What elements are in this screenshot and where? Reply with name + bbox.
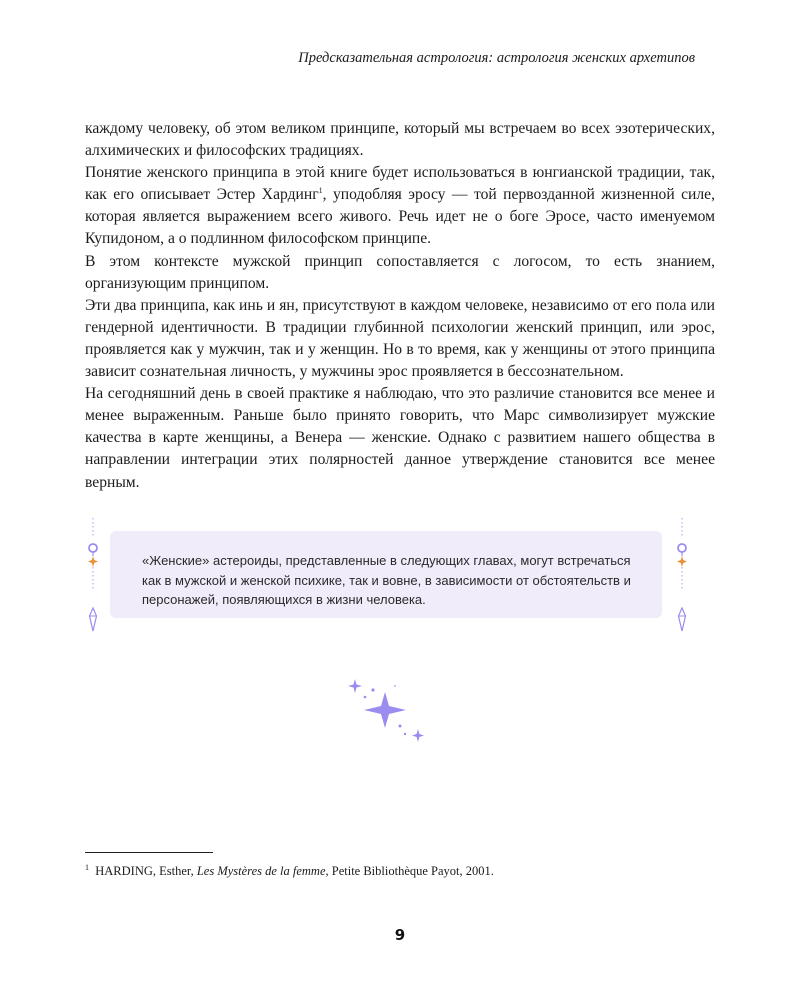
paragraph-3: В этом контексте мужской принцип сопоставляется с логосом, то есть знанием, организующим принципом.: [85, 252, 715, 292]
paragraph-5: На сегодняшний день в своей практике я наблюдаю, что это различие становится все менее и менее выраженным. Раньше было принято говорить, что Марс символизирует мужские качества в карте женщины, а Венера — женские. Однако с развитием нашего общества в направлении интеграции этих полярностей данное утверждение становится все менее верным.: [85, 385, 715, 491]
running-header: Предсказательная астрология: астрология женских архетипов: [298, 50, 695, 66]
sparkle-stars-icon: [342, 676, 432, 748]
paragraph-2-part-1: Понятие женского принципа в этой книге будет использоваться в юнгианской традиции, так, как его описывает Эстер Хардинг: [85, 164, 715, 204]
paragraph-1: каждому человеку, об этом великом принципе, который мы встречаем во всех эзотерических, алхимических и философских традициях.: [85, 120, 715, 160]
footnote: [85, 864, 494, 879]
callout-box: [110, 531, 662, 618]
moon-star-pendant-icon: [671, 518, 693, 636]
body-text: [85, 118, 715, 494]
footnote-title: Les Mystères de la femme: [196, 864, 326, 878]
paragraph-2: [85, 162, 715, 250]
moon-star-pendant-icon: [82, 518, 104, 636]
callout-text: «Женские» астероиды, представленные в следующих главах, могут встречаться как в мужской и женской психике, так и вовне, в зависимости от обстоятельств и персонажей, появляющихся в жизни человека.: [142, 553, 631, 607]
footnote-publisher: , Petite Bibliothèque Payot, 2001.: [325, 864, 494, 878]
paragraph-2-part-2: , уподобляя эросу — той первозданной жизненной силе, которая является выражением всего живого. Речь идет не о боге Эросе, часто именуемом Купидоном, а о подлинном философском принципе.: [85, 186, 715, 248]
footnote-reference[interactable]: 1: [318, 186, 323, 196]
footnote-author: HARDING, Esther,: [95, 864, 194, 878]
page-number: 9: [394, 926, 406, 944]
footnote-divider: [85, 852, 213, 853]
footnote-marker: 1: [85, 862, 89, 872]
paragraph-4: Эти два принципа, как инь и ян, присутствуют в каждом человеке, независимо от его пола или гендерной идентичности. В традиции глубинной психологии женский принцип, или эрос, проявляется как у мужчин, так и у женщин. Но в то время, как у женщины от этого принципа зависит сознательная личность, у мужчины эрос проявляется в бессознательном.: [85, 296, 715, 381]
